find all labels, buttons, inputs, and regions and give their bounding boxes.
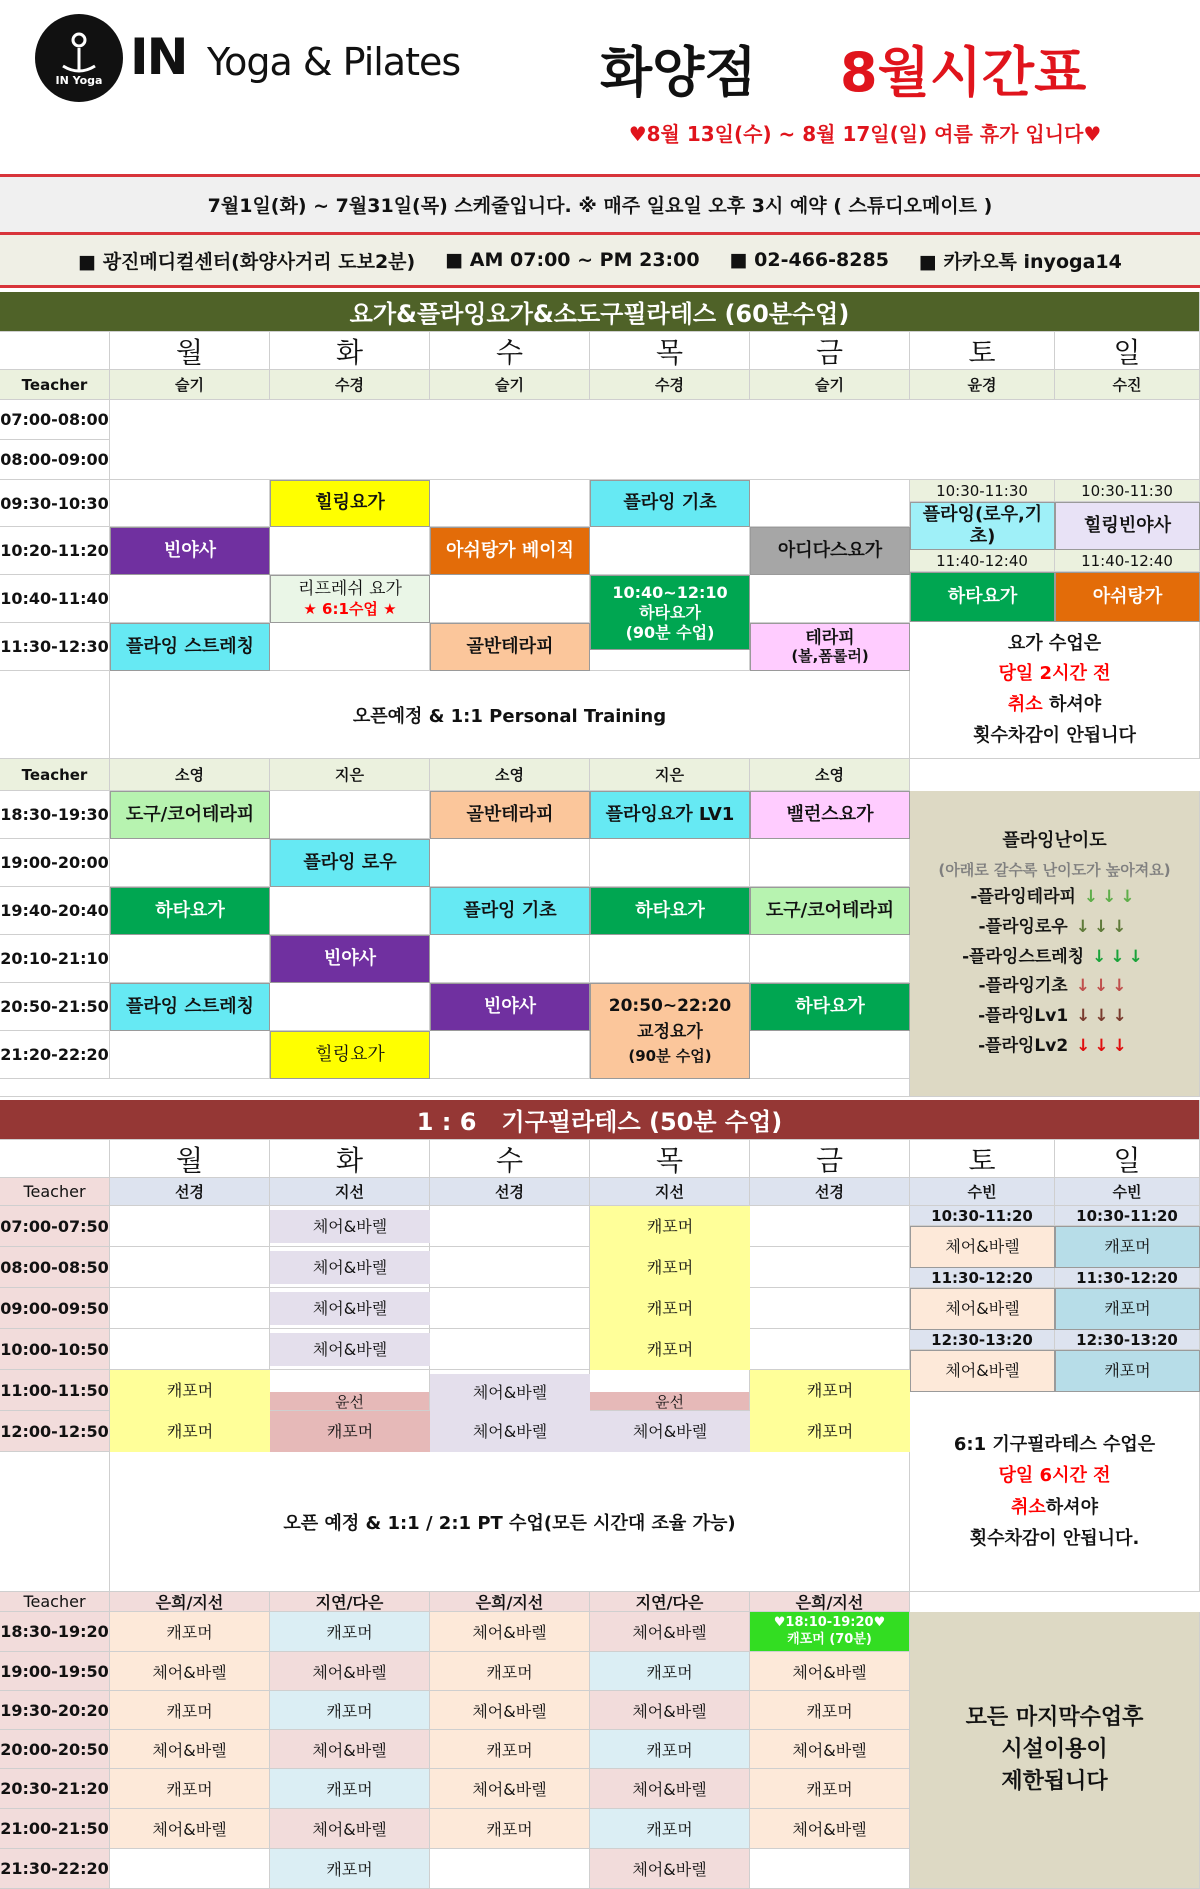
yoga-slot: [590, 839, 750, 887]
yoga-time-pm-1: 19:00-20:00: [0, 839, 110, 887]
yoga-teacher-am-3: 수경: [590, 370, 750, 400]
class-chair-barrel[interactable]: 체어&바렐: [750, 1809, 910, 1849]
yoga-teacher-am-5: 윤경: [910, 370, 1055, 400]
yoga-teacher-pm-3: 지은: [590, 759, 750, 791]
class-flying-basic-pm[interactable]: 플라잉 기초: [430, 887, 590, 935]
class-hatha-90-hatha_note: (90분 수업): [625, 622, 715, 642]
yoga-time-pm-4: 20:50-21:50: [0, 983, 110, 1031]
yoga-slot: [110, 575, 270, 623]
pilates-teacher-pm-3: 지연/다은: [590, 1592, 750, 1612]
class-balance-yoga[interactable]: 밸런스요가: [750, 791, 910, 839]
pilates-time-am-0: 07:00-07:50: [0, 1206, 110, 1247]
cancel-line1: 요가 수업은: [1007, 632, 1102, 654]
class-vinyasa-pm[interactable]: 빈야사: [270, 935, 430, 983]
teacher-yunseon: 윤선: [590, 1392, 750, 1411]
class-chair-barrel[interactable]: 체어&바렐: [590, 1411, 750, 1452]
page-title: 8월시간표: [840, 41, 1087, 104]
class-cadillac-reformer[interactable]: 캐포머: [750, 1691, 910, 1730]
class-chair-barrel[interactable]: 체어&바렐: [910, 1226, 1055, 1268]
class-hatha-90[interactable]: [590, 575, 750, 650]
difficulty-item: [978, 1002, 1131, 1032]
yoga-slot: [430, 839, 590, 887]
cancel-line2: 당일 6시간 전: [998, 1465, 1111, 1486]
yoga-teacher-am-0: 슬기: [110, 370, 270, 400]
class-cadillac-reformer[interactable]: 캐포머: [270, 1411, 430, 1452]
yoga-slot: [270, 527, 430, 575]
yoga-slot: [590, 527, 750, 575]
class-flying-lv1[interactable]: 플라잉요가 LV1: [590, 791, 750, 839]
yoga-slot: [750, 480, 910, 527]
pilates-time-pm-3: 20:00-20:50: [0, 1730, 110, 1769]
yoga-slot: [750, 935, 910, 983]
divider: [0, 285, 1200, 288]
class-flying-stretch-pm[interactable]: 플라잉 스트레칭: [110, 983, 270, 1031]
info-bar: [0, 235, 1200, 285]
pilates-time-pm-2: 19:30-20:20: [0, 1691, 110, 1730]
difficulty-item-name: -플라잉스트레칭: [962, 946, 1085, 967]
pilates-open-pt: 오픈 예정 & 1:1 / 2:1 PT 수업(모든 시간대 조율 가능): [110, 1452, 910, 1592]
class-ashtanga-weekend[interactable]: 아쉬탕가: [1055, 572, 1200, 622]
class-chair-barrel[interactable]: 체어&바렐: [110, 1652, 270, 1691]
class-cadillac-reformer[interactable]: 캐포머: [110, 1612, 270, 1652]
special-class: 캐포머 (70분): [787, 1631, 872, 1647]
pilates-slot: [110, 1247, 270, 1288]
pilates-teacher-am-1: 지선: [270, 1178, 430, 1206]
class-correction-part_time: 20:50~22:20: [608, 996, 732, 1017]
pilates-teacher-pm-0: 은희/지선: [110, 1592, 270, 1612]
pilates-day-3: 목: [590, 1140, 750, 1178]
difficulty-item: [979, 972, 1131, 1002]
down-arrow-icon: ↓↓↓: [1092, 946, 1147, 967]
down-arrow-icon: ↓↓↓: [1083, 887, 1139, 908]
pilates-teacher-am-3: 지선: [590, 1178, 750, 1206]
difficulty-item: [970, 883, 1138, 913]
class-chair-barrel[interactable]: 체어&바렐: [270, 1730, 430, 1769]
yoga-time-am-5: 11:30-12:30: [0, 623, 110, 671]
pilates-teacher-label-pm: Teacher: [0, 1592, 110, 1612]
class-cadillac-reformer[interactable]: 캐포머: [430, 1730, 590, 1769]
pilates-day-5: 토: [910, 1140, 1055, 1178]
class-cadillac-reformer[interactable]: 캐포머: [750, 1769, 910, 1809]
yoga-slot: [270, 623, 430, 671]
class-cadillac-reformer[interactable]: 캐포머: [590, 1247, 750, 1288]
class-cadillac-reformer[interactable]: 캐포머: [430, 1809, 590, 1849]
pilates-slot: [430, 1247, 590, 1288]
class-cadillac-reformer[interactable]: 캐포머: [270, 1849, 430, 1889]
class-pelvis-therapy[interactable]: 골반테라피: [430, 623, 590, 671]
class-flying-low[interactable]: 플라잉 로우: [270, 839, 430, 887]
class-chair-barrel[interactable]: 체어&바렐: [430, 1374, 590, 1411]
cancel-line2: 당일 2시간 전: [998, 663, 1111, 685]
class-cadillac-reformer[interactable]: 캐포머: [590, 1652, 750, 1691]
class-chair-barrel[interactable]: 체어&바렐: [750, 1730, 910, 1769]
pilates-weekend-time: 10:30-11:20: [910, 1206, 1055, 1226]
pilates-time-pm-0: 18:30-19:20: [0, 1612, 110, 1652]
yoga-teacher-label: Teacher: [0, 370, 110, 400]
pilates-weekend-time: 11:30-12:20: [1055, 1268, 1200, 1288]
pilates-teacher-pm-1: 지연/다은: [270, 1592, 430, 1612]
class-chair-barrel[interactable]: 체어&바렐: [590, 1691, 750, 1730]
pilates-teacher-am-5: 수빈: [910, 1178, 1055, 1206]
branch-name: 화양점: [600, 41, 757, 104]
yoga-time-am-3: 10:20-11:20: [0, 527, 110, 575]
class-vinyasa[interactable]: 빈야사: [110, 527, 270, 575]
class-chair-barrel[interactable]: 체어&바렐: [110, 1809, 270, 1849]
yoga-time-am-0: 07:00-08:00: [0, 400, 110, 440]
pilates-day-corner: [0, 1140, 110, 1178]
schedule-range: 7월1일(화) ~ 7월31일(목) 스케줄입니다. ※ 매주 일요일 오후 3시 예약 ( 스튜디오메이트 ): [0, 177, 1200, 232]
yoga-open-pt-label: [0, 671, 110, 759]
cancel-line4: 횟수차감이 안됩니다.: [969, 1528, 1140, 1549]
pilates-cancel-notice: [910, 1392, 1200, 1592]
yoga-slot: [430, 1031, 590, 1079]
difficulty-item-name: -플라잉Lv2: [978, 1035, 1069, 1056]
yoga-day-1: 화: [270, 332, 430, 370]
difficulty-title: 플라잉난이도: [1002, 830, 1107, 852]
class-refresh-yoga[interactable]: [270, 575, 430, 623]
location-info: ■ 광진메디컬센터(화양사거리 도보2분): [78, 250, 416, 273]
pilates-slot: [110, 1329, 270, 1370]
class-refresh-note: ★ 6:1수업 ★: [303, 600, 397, 619]
kakao-info[interactable]: ■ 카카오톡 inyoga14: [918, 250, 1122, 273]
pilates-slot: [430, 1849, 590, 1889]
yoga-time-pm-0: 18:30-19:30: [0, 791, 110, 839]
yoga-day-5: 토: [910, 332, 1055, 370]
hours-info: ■ AM 07:00 ~ PM 23:00: [445, 249, 700, 271]
pilates-slot: [430, 1206, 590, 1247]
pilates-teacher-pm-2: 은희/지선: [430, 1592, 590, 1612]
yoga-bottom-spacer: [0, 1079, 910, 1097]
pilates-slot: [430, 1329, 590, 1370]
yoga-slot: [110, 1031, 270, 1079]
class-healing-yoga[interactable]: 힐링요가: [270, 480, 430, 527]
class-chair-barrel[interactable]: 체어&바렐: [910, 1350, 1055, 1392]
pilates-slot: [110, 1206, 270, 1247]
yoga-time-pm-2: 19:40-20:40: [0, 887, 110, 935]
cancel-rest: 하셔야: [1042, 694, 1102, 715]
pilates-open-pt-label: [0, 1452, 110, 1592]
flying-difficulty-panel: [910, 791, 1200, 1097]
pilates-teacher-am-4: 선경: [750, 1178, 910, 1206]
pilates-day-0: 월: [110, 1140, 270, 1178]
yoga-slot: [430, 575, 590, 623]
holiday-notice: ♥8월 13일(수) ~ 8월 17일(일) 여름 휴가 입니다♥: [628, 122, 1102, 146]
class-cadillac-reformer[interactable]: 캐포머: [590, 1730, 750, 1769]
class-chair-barrel[interactable]: 체어&바렐: [590, 1849, 750, 1889]
class-flying-low-basic[interactable]: 플라잉(로우,기초): [910, 502, 1055, 550]
class-chair-barrel[interactable]: 체어&바렐: [270, 1809, 430, 1849]
class-cadillac-reformer[interactable]: 캐포머: [110, 1691, 270, 1730]
difficulty-item-name: -플라잉테라피: [970, 887, 1076, 908]
class-hatha-pm[interactable]: 하타요가: [590, 887, 750, 935]
class-adidas-yoga[interactable]: 아디다스요가: [750, 527, 910, 575]
class-ashtanga-basic[interactable]: 아쉬탕가 베이직: [430, 527, 590, 575]
difficulty-item: [979, 913, 1131, 943]
class-cadillac-reformer[interactable]: 캐포머: [1055, 1226, 1200, 1268]
logo-icon: [35, 14, 123, 102]
class-chair-barrel[interactable]: 체어&바렐: [750, 1652, 910, 1691]
pilates-time-am-4: 11:00-11:50: [0, 1370, 110, 1411]
yoga-slot: [750, 575, 910, 623]
pilates-time-am-3: 10:00-10:50: [0, 1329, 110, 1370]
pilates-time-pm-1: 19:00-19:50: [0, 1652, 110, 1691]
class-hatha-90-hatha_time: 10:40~12:10: [612, 582, 728, 602]
class-cadillac-reformer[interactable]: 캐포머: [590, 1206, 750, 1247]
yoga-time-pm-3: 20:10-21:10: [0, 935, 110, 983]
yoga-time-am-4: 10:40-11:40: [0, 575, 110, 623]
pilates-weekend-time: 12:30-13:20: [1055, 1330, 1200, 1350]
class-cadillac-reformer[interactable]: 캐포머: [590, 1809, 750, 1849]
yoga-slot: [110, 839, 270, 887]
yoga-slot: [270, 791, 430, 839]
class-chair-barrel[interactable]: 체어&바렐: [590, 1769, 750, 1809]
pilates-time-pm-5: 21:00-21:50: [0, 1809, 110, 1849]
weekend-time: 10:30-11:30: [910, 480, 1055, 502]
pilates-teacher-pm-4: 은희/지선: [750, 1592, 910, 1612]
yoga-slot: [270, 887, 430, 935]
difficulty-item-name: -플라잉Lv1: [978, 1006, 1069, 1027]
class-chair-barrel[interactable]: 체어&바렐: [430, 1691, 590, 1730]
class-chair-barrel[interactable]: 체어&바렐: [430, 1612, 590, 1652]
class-core-therapy-pm[interactable]: 도구/코어테라피: [750, 887, 910, 935]
teacher-yunseon: 윤선: [270, 1392, 430, 1411]
yoga-day-corner: [0, 332, 110, 370]
class-correction-part: 교정요가: [637, 1021, 703, 1042]
class-cadillac-reformer[interactable]: 캐포머: [270, 1612, 430, 1652]
difficulty-subtitle: (아래로 갈수록 난이도가 높아져요): [938, 860, 1171, 879]
brand-in: IN: [130, 28, 187, 86]
class-pelvis-therapy-pm[interactable]: 골반테라피: [430, 791, 590, 839]
yoga-slot: [750, 1031, 910, 1079]
yoga-teacher-am-1: 수경: [270, 370, 430, 400]
pilates-section-header: 1 : 6 기구필라테스 (50분 수업): [0, 1100, 1200, 1140]
yoga-slot: [430, 935, 590, 983]
class-chair-barrel[interactable]: 체어&바렐: [270, 1292, 430, 1325]
yoga-teacher-am-6: 수진: [1055, 370, 1200, 400]
cancel-line3: [1008, 690, 1101, 721]
class-cadillac-reformer[interactable]: 캐포머: [110, 1769, 270, 1809]
cancel-line1: 6:1 기구필라테스 수업은: [953, 1433, 1156, 1455]
class-hatha-pm[interactable]: 하타요가: [750, 983, 910, 1031]
yoga-time-pm-5: 21:20-22:20: [0, 1031, 110, 1079]
class-chair-barrel[interactable]: 체어&바렐: [430, 1769, 590, 1809]
yoga-early-empty: [110, 400, 1200, 480]
class-cadillac-reformer[interactable]: 캐포머: [750, 1370, 910, 1411]
class-flying-stretch[interactable]: 플라잉 스트레칭: [110, 623, 270, 671]
cancel-red-word: 취소: [1011, 1496, 1046, 1518]
yoga-teacher-pm-4: 소영: [750, 759, 910, 791]
pilates-slot: [750, 1206, 910, 1247]
class-chair-barrel[interactable]: 체어&바렐: [270, 1210, 430, 1243]
class-cadillac-reformer[interactable]: 캐포머: [590, 1288, 750, 1329]
yoga-teacher-label-pm: Teacher: [0, 759, 110, 791]
yoga-time-am-2: 09:30-10:30: [0, 480, 110, 527]
pilates-slot: [110, 1288, 270, 1329]
yoga-day-2: 수: [430, 332, 590, 370]
pilates-time-am-5: 12:00-12:50: [0, 1411, 110, 1452]
pilates-slot: [430, 1288, 590, 1329]
class-chair-barrel[interactable]: 체어&바렐: [430, 1411, 590, 1452]
yoga-teacher-am-4: 슬기: [750, 370, 910, 400]
yoga-slot: [110, 935, 270, 983]
class-correction-part_note: (90분 수업): [628, 1047, 712, 1066]
yoga-slot: [750, 839, 910, 887]
pilates-slot: [750, 1288, 910, 1329]
pilates-time-am-1: 08:00-08:50: [0, 1247, 110, 1288]
yoga-day-0: 월: [110, 332, 270, 370]
class-healing-vinyasa[interactable]: 힐링빈야사: [1055, 502, 1200, 550]
class-cadillac-reformer[interactable]: 캐포머: [1055, 1350, 1200, 1392]
cancel-line4: 횟수차감이 안됩니다: [973, 724, 1136, 746]
yoga-teacher-am-2: 슬기: [430, 370, 590, 400]
pilates-teacher-am-6: 수빈: [1055, 1178, 1200, 1206]
pilates-slot: [750, 1247, 910, 1288]
class-chair-barrel[interactable]: 체어&바렐: [270, 1333, 430, 1366]
class-hatha-pm[interactable]: 하타요가: [110, 887, 270, 935]
weekend-time: 11:40-12:40: [1055, 550, 1200, 572]
class-vinyasa-pm[interactable]: 빈야사: [430, 983, 590, 1031]
yoga-day-3: 목: [590, 332, 750, 370]
class-core-therapy[interactable]: 도구/코어테라피: [110, 791, 270, 839]
class-chair-barrel[interactable]: 체어&바렐: [270, 1652, 430, 1691]
class-correction-yoga[interactable]: [590, 983, 750, 1079]
pilates-slot: [750, 1329, 910, 1370]
pilates-weekend-time: 10:30-11:20: [1055, 1206, 1200, 1226]
class-cadillac-reformer[interactable]: 캐포머: [270, 1691, 430, 1730]
weekend-time: 10:30-11:30: [1055, 480, 1200, 502]
yoga-day-4: 금: [750, 332, 910, 370]
yoga-slot: [270, 983, 430, 1031]
cancel-red-word: 취소: [1007, 694, 1043, 715]
class-cadillac-reformer[interactable]: 캐포머: [430, 1652, 590, 1691]
class-chair-barrel[interactable]: 체어&바렐: [270, 1251, 430, 1284]
pilates-day-2: 수: [430, 1140, 590, 1178]
down-arrow-icon: ↓↓↓: [1076, 1006, 1131, 1027]
yoga-cancel-notice: [910, 622, 1200, 759]
yoga-teacher-pm-2: 소영: [430, 759, 590, 791]
pilates-time-pm-6: 21:30-22:20: [0, 1849, 110, 1889]
class-chair-barrel[interactable]: 체어&바렐: [590, 1612, 750, 1652]
pilates-day-4: 금: [750, 1140, 910, 1178]
class-special-cadillac-70[interactable]: [750, 1612, 910, 1652]
brand-name: Yoga & Pilates: [207, 40, 461, 84]
special-time: ♥18:10-19:20♥: [773, 1614, 886, 1630]
class-cadillac-reformer[interactable]: 캐포머: [110, 1411, 270, 1452]
pilates-time-am-2: 09:00-09:50: [0, 1288, 110, 1329]
class-chair-barrel[interactable]: 체어&바렐: [910, 1288, 1055, 1330]
class-chair-barrel[interactable]: 체어&바렐: [110, 1730, 270, 1769]
class-flying-basic[interactable]: 플라잉 기초: [590, 480, 750, 527]
yoga-teacher-pm-0: 소영: [110, 759, 270, 791]
yoga-slot: [110, 480, 270, 527]
class-cadillac-reformer[interactable]: 캐포머: [110, 1370, 270, 1411]
pilates-day-6: 일: [1055, 1140, 1200, 1178]
yoga-slot: [590, 935, 750, 983]
cancel-rest: 하셔야: [1045, 1496, 1098, 1518]
difficulty-item-name: -플라잉로우: [978, 916, 1068, 937]
phone-info[interactable]: ■ 02-466-8285: [729, 249, 889, 271]
pilates-weekend-time: 11:30-12:20: [910, 1268, 1055, 1288]
class-therapy-therapy_note: (볼,폼롤러): [791, 647, 869, 666]
yoga-section-header: 요가&플라잉요가&소도구필라테스 (60분수업): [0, 292, 1200, 332]
facility-notice: 모든 마지막수업후 시설이용이 제한됩니다: [910, 1612, 1200, 1889]
down-arrow-icon: ↓↓↓: [1075, 976, 1131, 997]
pilates-day-1: 화: [270, 1140, 430, 1178]
yoga-teacher-pm-1: 지은: [270, 759, 430, 791]
class-hatha-weekend[interactable]: 하타요가: [910, 572, 1055, 622]
pilates-time-pm-4: 20:30-21:20: [0, 1769, 110, 1809]
pilates-teacher-am-2: 선경: [430, 1178, 590, 1206]
pilates-slot: [110, 1849, 270, 1889]
class-cadillac-reformer[interactable]: 캐포머: [1055, 1288, 1200, 1330]
class-hatha-90-hatha: 하타요가: [639, 602, 701, 622]
pilates-teacher-label: Teacher: [0, 1178, 110, 1206]
pilates-weekend-time: 12:30-13:20: [910, 1330, 1055, 1350]
class-cadillac-reformer[interactable]: 캐포머: [270, 1769, 430, 1809]
cancel-line3: [1011, 1492, 1098, 1524]
yoga-day-6: 일: [1055, 332, 1200, 370]
class-refresh-label: 리프레쉬 요가: [298, 579, 402, 599]
class-therapy-therapy: 테라피: [805, 628, 855, 649]
down-arrow-icon: ↓↓↓: [1076, 1035, 1131, 1056]
yoga-open-pt: 오픈예정 & 1:1 Personal Training: [110, 671, 910, 759]
class-cadillac-reformer[interactable]: 캐포머: [750, 1411, 910, 1452]
difficulty-item: [978, 1032, 1131, 1062]
class-therapy[interactable]: [750, 623, 910, 671]
yoga-slot: [430, 480, 590, 527]
yoga-time-am-1: 08:00-09:00: [0, 440, 110, 480]
pilates-teacher-am-0: 선경: [110, 1178, 270, 1206]
down-arrow-icon: ↓↓↓: [1075, 916, 1131, 937]
class-healing-yoga-pm[interactable]: 힐링요가: [270, 1031, 430, 1079]
weekend-time: 11:40-12:40: [910, 550, 1055, 572]
logo-small-text: IN Yoga: [55, 74, 103, 87]
difficulty-item-name: -플라잉기초: [978, 976, 1068, 997]
pilates-slot: [750, 1849, 910, 1889]
difficulty-item: [962, 943, 1147, 973]
class-cadillac-reformer[interactable]: 캐포머: [590, 1329, 750, 1370]
